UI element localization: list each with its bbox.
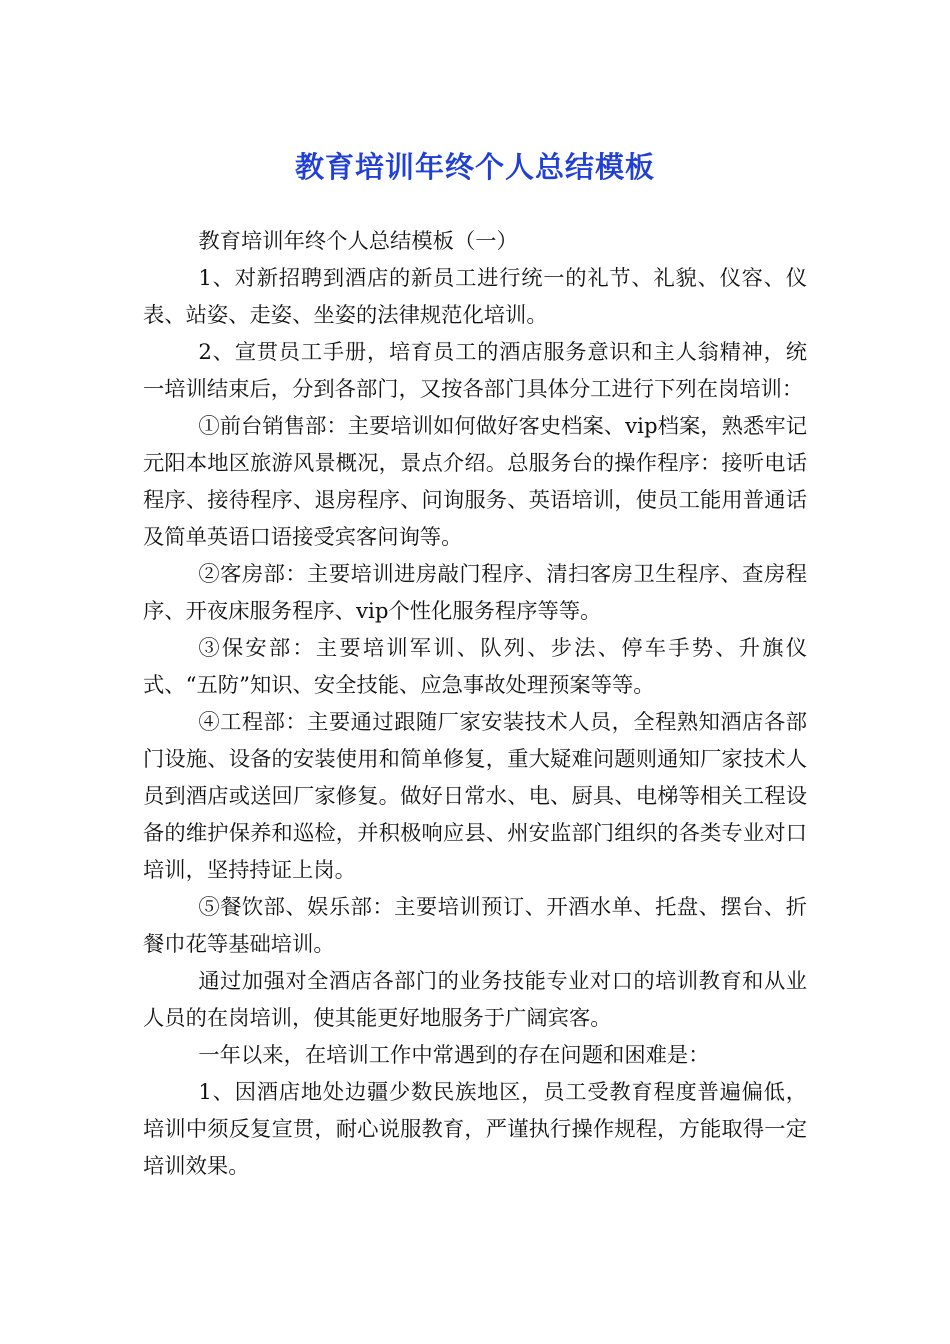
paragraph-housekeeping: ②客房部：主要培训进房敲门程序、清扫客房卫生程序、查房程序、开夜床服务程序、vip个性化服务程序等等。 xyxy=(143,562,807,624)
paragraph-catering: ⑤餐饮部、娱乐部：主要培训预订、开酒水单、托盘、摆台、折餐巾花等基础培训。 xyxy=(143,895,807,957)
paragraph-engineering: ④工程部：主要通过跟随厂家安装技术人员，全程熟知酒店各部门设施、设备的安装使用和简单修复，重大疑难问题则通知厂家技术人员到酒店或送回厂家修复。做好日常水、电、厨具、电梯等相关工程设备的维护保养和巡检，并积极响应县、州安监部门组织的各类专业对口培训，坚持持证上岗。 xyxy=(143,710,807,883)
paragraph-item-1: 1、对新招聘到酒店的新员工进行统一的礼节、礼貌、仪容、仪表、站姿、走姿、坐姿的法律规范化培训。 xyxy=(143,266,807,328)
paragraph-subtitle: 教育培训年终个人总结模板（一） xyxy=(198,229,518,254)
paragraph-problems-intro: 一年以来，在培训工作中常遇到的存在问题和困难是： xyxy=(198,1043,710,1068)
paragraph-problem-1: 1、因酒店地处边疆少数民族地区，员工受教育程度普遍偏低，培训中须反复宣贯，耐心说服教育，严谨执行操作规程，方能取得一定培训效果。 xyxy=(143,1080,807,1179)
paragraph-front-desk: ①前台销售部：主要培训如何做好客史档案、vip档案，熟悉牢记元阳本地区旅游风景概况，景点介绍。总服务台的操作程序：接听电话程序、接待程序、退房程序、问询服务、英语培训，使员工能用普通话及简单英语口语接受宾客问询等。 xyxy=(143,414,807,550)
paragraph-security: ③保安部：主要培训军训、队列、步法、停车手势、升旗仪式、“五防”知识、安全技能、应急事故处理预案等等。 xyxy=(143,636,807,698)
document-title: 教育培训年终个人总结模板 xyxy=(294,150,655,185)
paragraph-item-2: 2、宣贯员工手册，培育员工的酒店服务意识和主人翁精神，统一培训结束后，分到各部门，又按各部门具体分工进行下列在岗培训： xyxy=(143,340,807,402)
document-body xyxy=(143,223,807,1185)
paragraph-summary: 通过加强对全酒店各部门的业务技能专业对口的培训教育和从业人员的在岗培训，使其能更好地服务于广阔宾客。 xyxy=(143,969,807,1031)
